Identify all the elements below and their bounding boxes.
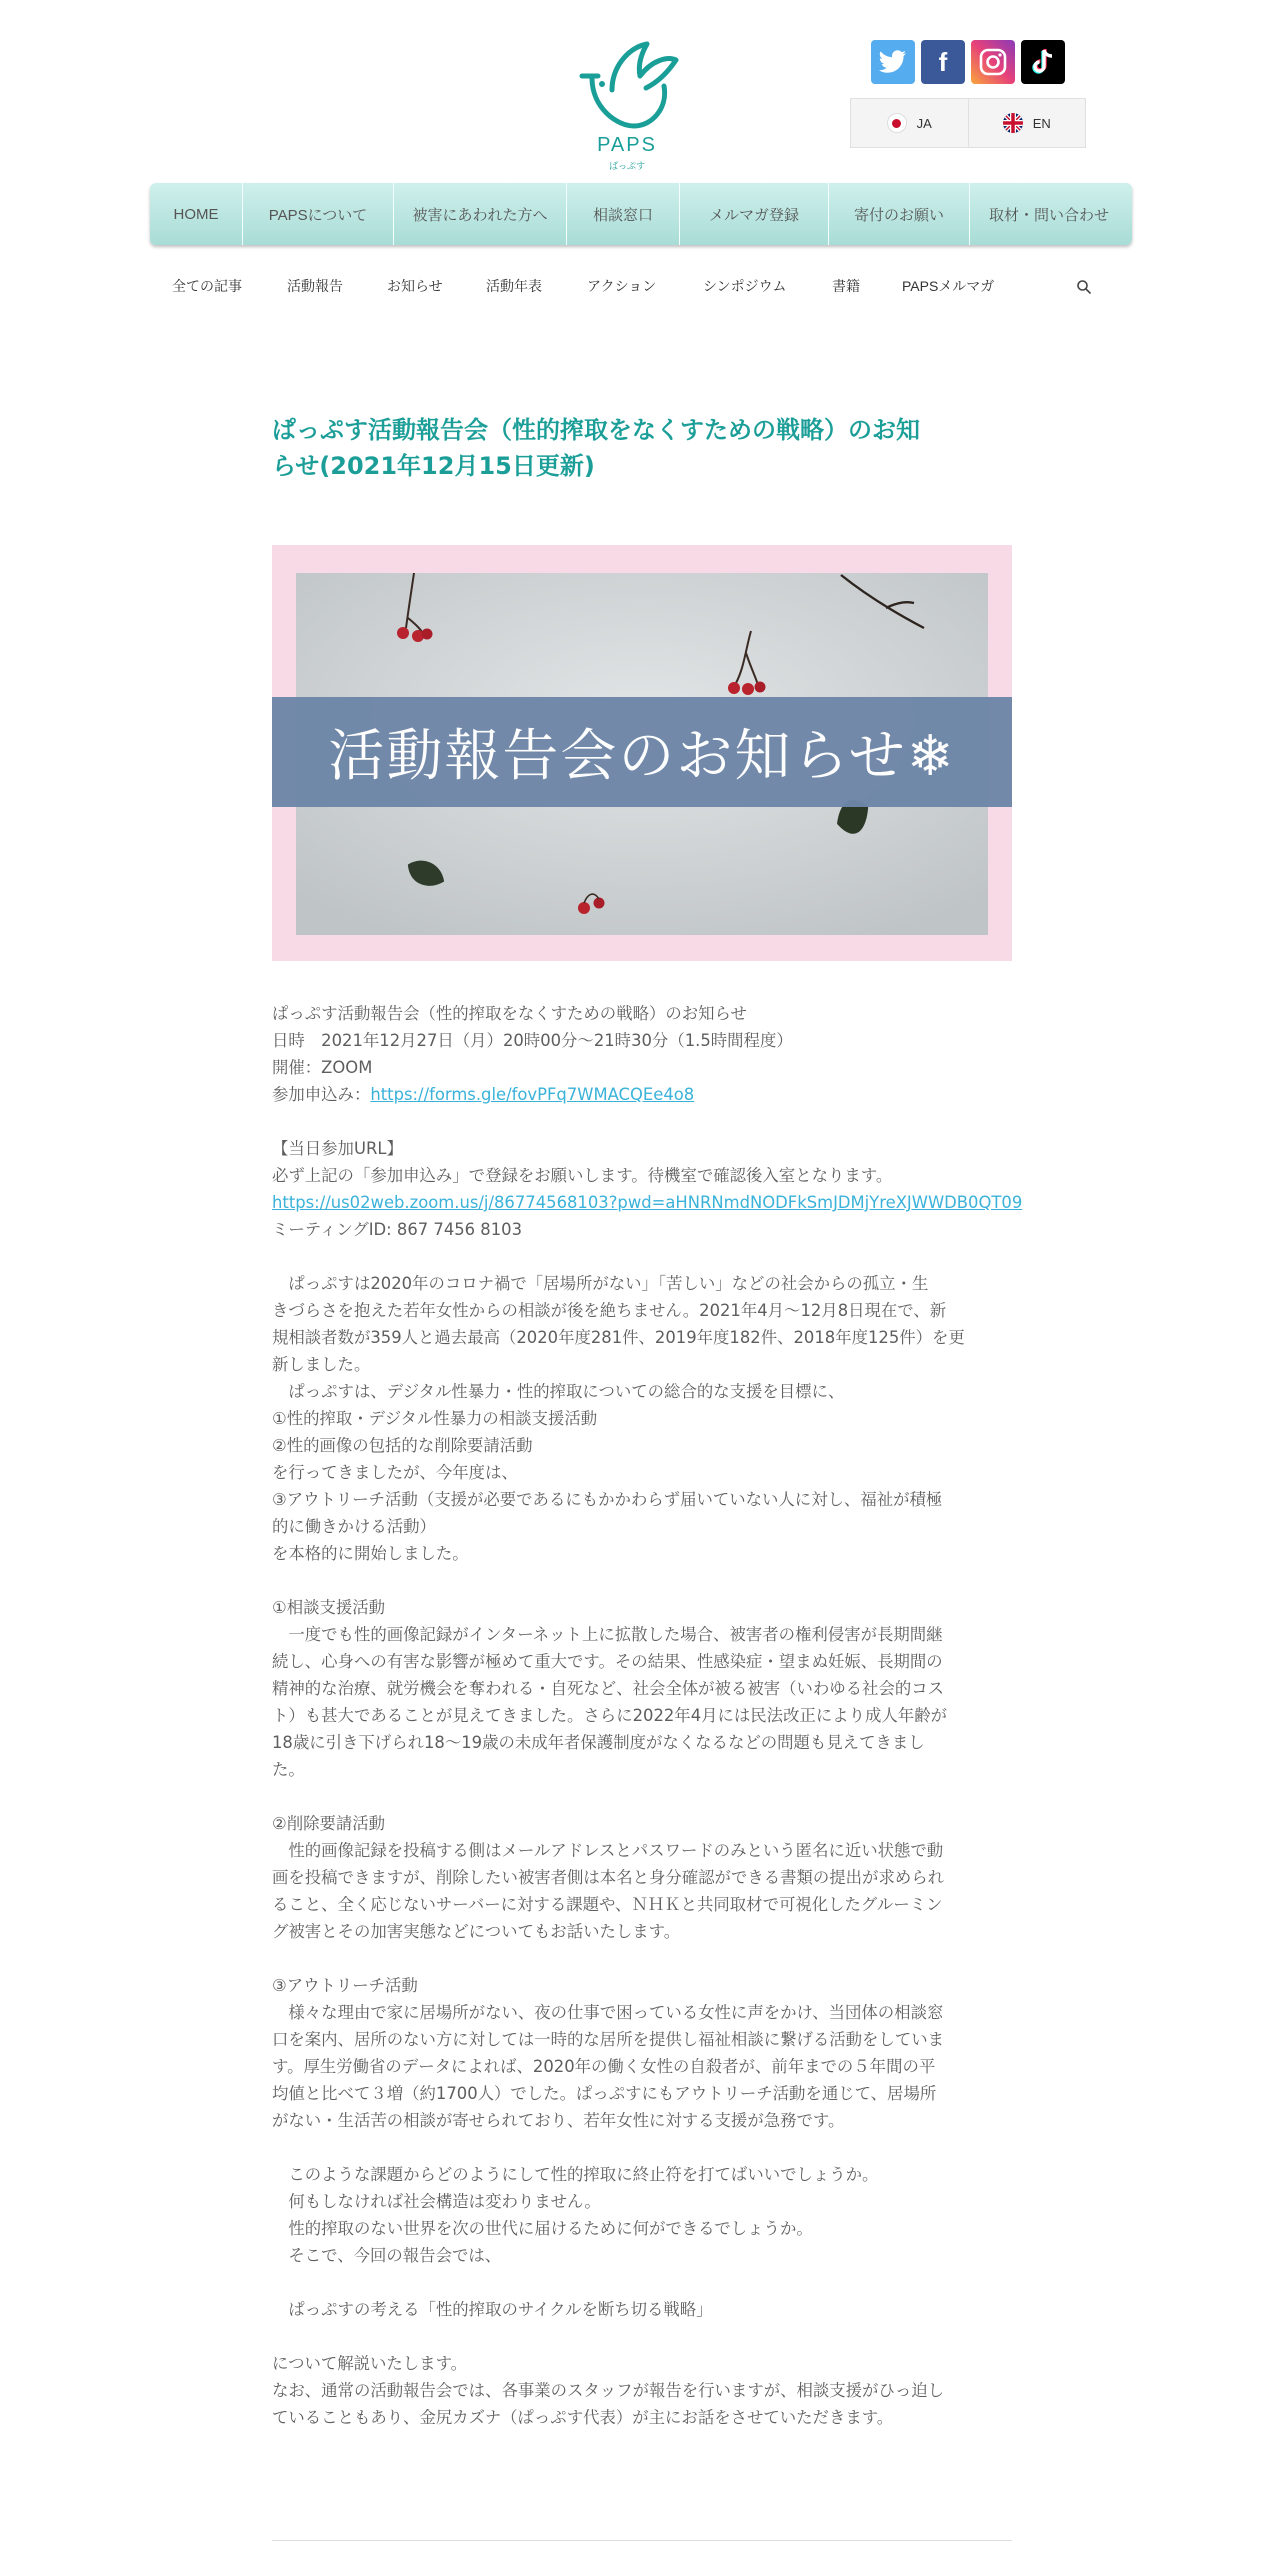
nav-victims[interactable]: 被害にあわれた方へ	[394, 183, 567, 245]
body-line: ミーティングID: 867 7456 8103	[272, 1220, 523, 1239]
body-line: きづらさを抱えた若年女性からの相談が後を絶ちません。2021年4月～12月8日現在で、新	[272, 1301, 947, 1320]
body-line: ②性的画像の包括的な削除要請活動	[272, 1436, 533, 1455]
zoom-link-line	[272, 1189, 1023, 1216]
main-nav	[150, 183, 1132, 245]
tiktok-note-icon	[1030, 48, 1056, 76]
nav-donate[interactable]: 寄付のお願い	[829, 183, 970, 245]
lang-ja-label: JA	[916, 115, 932, 131]
nav-press-contact[interactable]: 取材・問い合わせ	[988, 206, 1109, 224]
lang-en[interactable]	[968, 99, 1086, 147]
body-line: 性的搾取のない世界を次の世代に届けるために何ができるでしょうか。	[272, 2219, 813, 2238]
twitter-bird-icon	[879, 50, 907, 74]
apply-line	[272, 1081, 1014, 1108]
language-switcher	[850, 98, 1086, 148]
body-line: 均値と比べて３増（約1700人）でした。ぱっぷすにもアウトリーチ活動を通じて、居場所	[272, 2084, 937, 2103]
body-line: を行ってきましたが、今年度は、	[272, 1463, 518, 1482]
body-line: グ被害とその加害実態などについてもお話いたします。	[272, 1922, 681, 1941]
nav-newsletter[interactable]: メルマガ登録	[680, 183, 829, 245]
body-line: 精神的な治療、就労機会を奪われる・自死など、社会全体が被る被害（いわゆる社会的コス	[272, 1679, 945, 1698]
article-title	[272, 412, 1012, 484]
body-line: なお、通常の活動報告会では、各事業のスタッフが報告を行いますが、相談支援がひっ迫し	[272, 2381, 945, 2400]
article-title-line2: らせ(2021年12月15日更新)	[272, 452, 595, 480]
instagram-camera-icon	[978, 47, 1008, 77]
uk-flag-icon	[1003, 113, 1023, 133]
body-line: 必ず上記の「参加申込み」で登録をお願いします。待機室で確認後入室となります。	[272, 1166, 893, 1185]
subnav-activity-reports[interactable]: 活動報告	[287, 278, 343, 294]
subnav-all-posts[interactable]: 全ての記事	[172, 278, 242, 294]
subnav-timeline[interactable]: 活動年表	[486, 278, 542, 294]
facebook-icon[interactable]: f	[921, 40, 965, 84]
body-line: 何もしなければ社会構造は変わりません。	[272, 2192, 601, 2211]
body-line: た。	[272, 1760, 305, 1779]
body-line: 口を案内、居所のない方に対しては一時的な居所を提供し福祉相談に繋げる活動をしていま	[272, 2030, 945, 2049]
subnav-books[interactable]: 書籍	[832, 278, 860, 294]
body-line: 18歳に引き下げられ18～19歳の未成年者保護制度がなくなるなどの問題も見えてきまし	[272, 1733, 925, 1752]
body-line: ぱっぷすの考える「性的搾取のサイクルを断ち切る戦略」	[272, 2300, 713, 2319]
body-line: 続し、心身への有害な影響が極めて重大です。その結果、性感染症・望まぬ妊娠、長期間の	[272, 1652, 943, 1671]
body-line: を本格的に開始しました。	[272, 1544, 469, 1563]
apply-label: 参加申込み：	[272, 1085, 371, 1104]
body-line: 性的画像記録を投稿する側はメールアドレスとパスワードのみという匿名に近い状態で動	[272, 1841, 944, 1860]
article-title-line1: ぱっぷす活動報告会（性的搾取をなくすための戦略）のお知	[272, 416, 920, 444]
body-line: 規相談者数が359人と過去最高（2020年度281件、2019年度182件、2018年度125件）を更	[272, 1328, 965, 1347]
dove-icon	[572, 38, 682, 134]
paps-logo[interactable]	[572, 38, 682, 173]
body-line: 日時 2021年12月27日（月）20時00分～21時30分（1.5時間程度）	[272, 1031, 793, 1050]
body-line: す。厚生労働省のデータによれば、2020年の働く女性の自殺者が、前年までの５年間の平	[272, 2057, 936, 2076]
body-line: このような課題からどのようにして性的搾取に終止符を打てばいいでしょうか。	[272, 2165, 879, 2184]
body-line: ③アウトリーチ活動	[272, 1976, 418, 1995]
twitter-icon[interactable]	[871, 40, 915, 84]
japan-flag-icon	[887, 113, 907, 133]
subnav-paps-newsletter[interactable]: PAPSメルマガ	[902, 278, 995, 294]
hero-banner: 活動報告会のお知らせ❄	[272, 697, 1012, 807]
body-line: ぱっぷす活動報告会（性的搾取をなくすための戦略）のお知らせ	[272, 1004, 747, 1023]
tiktok-icon[interactable]	[1021, 40, 1065, 84]
hero-image	[272, 545, 1012, 961]
body-line: ぱっぷすは2020年のコロナ禍で「居場所がない」「苦しい」などの社会からの孤立・生	[272, 1274, 929, 1293]
instagram-icon[interactable]	[971, 40, 1015, 84]
body-line: 一度でも性的画像記録がインターネット上に拡散した場合、被害者の権利侵害が長期間継	[272, 1625, 943, 1644]
lang-ja[interactable]	[851, 99, 968, 147]
subnav-news[interactable]: お知らせ	[387, 278, 443, 294]
nav-home[interactable]: HOME	[150, 183, 243, 245]
body-line: ること、全く応じないサーバーに対する課題や、ＮＨＫと共同取材で可視化したグルーミン	[272, 1895, 943, 1914]
body-line: ぱっぷすは、デジタル性暴力・性的搾取についての総合的な支援を目標に、	[272, 1382, 845, 1401]
body-line: ②削除要請活動	[272, 1814, 386, 1833]
body-line: 様々な理由で家に居場所がない、夜の仕事で困っている女性に声をかけ、当団体の相談窓	[272, 2003, 944, 2022]
nav-consultation[interactable]: 相談窓口	[567, 183, 680, 245]
article-footer-divider	[272, 2540, 1012, 2541]
article-body	[272, 1000, 1023, 2431]
body-line: ①相談支援活動	[272, 1598, 386, 1617]
logo-text: PAPS	[597, 134, 657, 156]
search-icon[interactable]	[1076, 279, 1092, 295]
nav-about[interactable]: PAPSについて	[243, 183, 394, 245]
zoom-meeting-link[interactable]: https://us02web.zoom.us/j/86774568103?pwd=aHNRNmdNODFkSmJDMjYreXJWWDB0QT09	[272, 1193, 1023, 1212]
body-line: について解説いたします。	[272, 2354, 468, 2373]
body-line: 開催：ZOOM	[272, 1058, 373, 1077]
body-line: そこで、今回の報告会では、	[272, 2246, 502, 2265]
body-line: ていることもあり、金尻カズナ（ぱっぷす代表）が主にお話をさせていただきます。	[272, 2408, 894, 2427]
body-line: ③アウトリーチ活動（支援が必要であるにもかかわらず届いていない人に対し、福祉が積極	[272, 1490, 943, 1509]
subnav-symposium[interactable]: シンポジウム	[703, 278, 787, 294]
body-line: がない・生活苦の相談が寄せられており、若年女性に対する支援が急務です。	[272, 2111, 845, 2130]
body-line: 的に働きかける活動）	[272, 1517, 436, 1536]
logo-subtext: ぱっぷす	[608, 162, 645, 172]
body-line: ①性的搾取・デジタル性暴力の相談支援活動	[272, 1409, 598, 1428]
apply-form-link[interactable]: https://forms.gle/fovPFq7WMACQEe4o8	[370, 1085, 695, 1104]
lang-en-label: EN	[1032, 115, 1051, 131]
body-line: 【当日参加URL】	[272, 1139, 403, 1158]
body-line: 画を投稿できますが、削除したい被害者側は本名と身分確認ができる書類の提出が求められ	[272, 1868, 945, 1887]
body-line: 新しました。	[272, 1355, 371, 1374]
body-line: ト）も甚大であることが見えてきました。さらに2022年4月には民法改正により成人年齢が	[272, 1706, 947, 1725]
subnav-actions[interactable]: アクション	[587, 278, 657, 294]
